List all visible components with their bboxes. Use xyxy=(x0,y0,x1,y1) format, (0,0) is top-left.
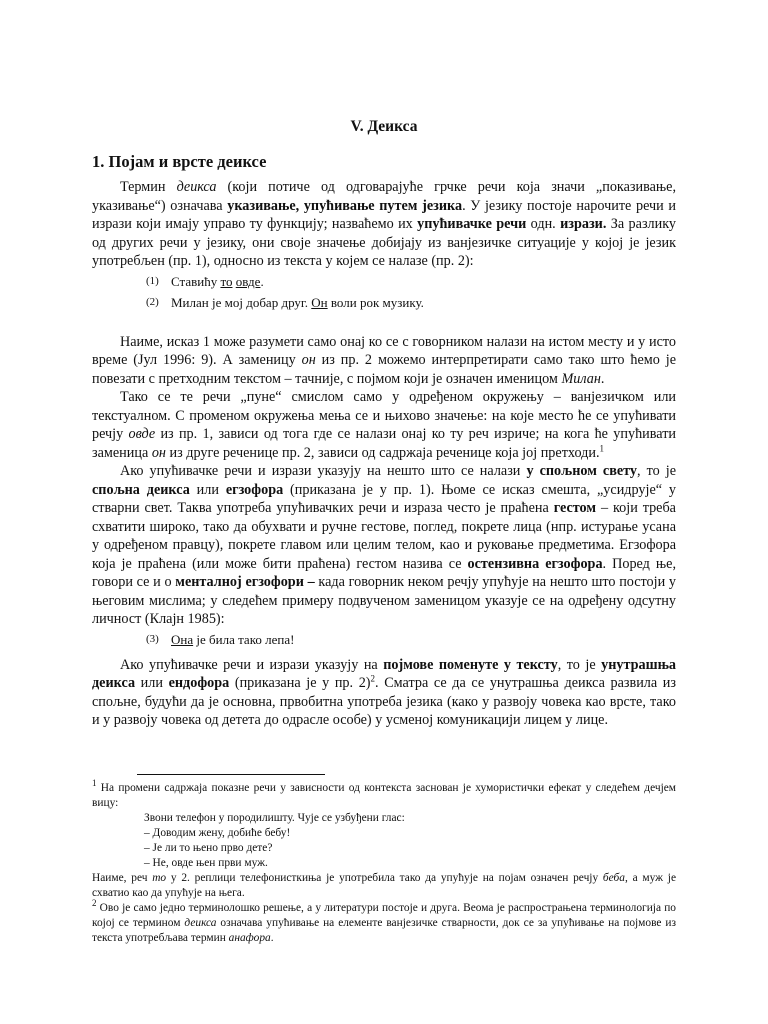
example-2: (2) Милан је мој добар друг. Он воли рок музику. xyxy=(146,294,424,310)
example-1: (1) Ставићу то овде. xyxy=(146,273,264,289)
chapter-title: V. Деикса xyxy=(350,118,418,135)
footnote-separator xyxy=(137,774,325,775)
footnote-1-explanation: Наиме, реч то у 2. реплици телефонисткиња је употребила тако да упућује на појам означен речју беба, а муж је схватио као да упућује на њега. xyxy=(92,872,676,899)
paragraph-2: Наиме, исказ 1 може разумети само онај ко се с говорником налази на истом месту и у исто време (Јул 1996: 9). А заменицу он из пр. 2 можемо интерпретирати само тако што ћемо је повезати с претходним текстом – тачније, с појмом који је означен именицом Милан. xyxy=(92,333,676,387)
section-title: 1. Појам и врсте деиксе xyxy=(92,152,267,171)
footnote-ref-1: 1 xyxy=(599,442,604,453)
joke-line-4: – Не, овде њен први муж. xyxy=(144,857,268,869)
paragraph-1: Термин деикса (који потиче од одговарајуће грчке речи која значи „показивање, указивање“) означава указивање, упућивање путем језика. У језику постоје нарочите речи и изрази који имају управо ту функцију; назваћемо их упућивачке речи одн. изрази. За разлику од других речи у језику, они своје значење добијају из ванјезичке ситуације у којој је језик употребљен (пр. 1), односно из текста у којем се налазе (пр. 2): xyxy=(92,179,677,269)
joke-line-2: – Доводим жену, добиће бебу! xyxy=(144,827,291,839)
paragraph-4: Ако упућивачке речи и изрази указују на нешто што се налази у спољном свету, то је спољна деикса или егзофора (приказана је у пр. 1). Њоме се исказ смешта, „усидрује“ у стварни свет. Таква употреба упућивачких речи и израза често је праћена гестом – који треба схватити широко, тако да обухвати и ручне гестове, поглед, покрете лица (нпр. истурање усана у одређеном правцу), покрете главом или целим телом, као и руковање предметима. Егзофора која је праћена (или може бити праћена) гестом назива се остензивна егзофора. Поред ње, говори се и о менталној егзофори – када говорник неком речју упућује на нешто што постоји у његовим мислима; у следећем примеру подвученом заменицом указује се на одређену одсутну личност (Клајн 1985): xyxy=(92,463,677,627)
footnotes xyxy=(92,778,676,946)
footnote-ref-2: 2 xyxy=(370,673,376,684)
footnote-1: $^1$ На промени садржаја показне речи у зависности од контекста заснован је хумористички ефекат у следећем дечјем вицу: xyxy=(92,778,676,809)
footnote-2: $^2$ Ово је само једно терминолошко решење, а у литератури постоје и друга. Веома је распрострањена терминологија по којој се термином деикса означава упућивање на елементе ванјезичке стварности, док се за упућивање на појмове из текста употребљава термин анафора. xyxy=(92,898,676,944)
paragraph-5: Ако упућивачке речи и изрази указују на појмове поменуте у тексту, то је унутрашња деикса или ендофора (приказана је у пр. 2)$^2$. Сматра се да се унутрашња деикса развила из спољне, будући да је основна, првобитна употреба језика (како у развоју човека као врсте, тако и у развоју човека од детета до одрасле особе) у усменој комуникацији лицем у лице. xyxy=(92,656,677,728)
joke-line-1: Звони телефон у породилишту. Чује се узбуђени глас: xyxy=(144,812,405,824)
example-3: (3) Она је била тако лепа! xyxy=(146,631,295,647)
body-text xyxy=(92,178,676,730)
paragraph-3: Тако се те речи „пуне“ смислом само у одређеном окружењу – ванјезичком или текстуалном. С променом окружења мења се и њихово значење: на које место ће се упућивати речју овде из пр. 1, зависи од тога где се налази онај ко ту реч изриче; на кога ће упућивати заменица он из друге реченице пр. 2, зависи од садржаја реченице која јој претходи.$^1$ xyxy=(92,389,676,461)
joke-line-3: – Је ли то њено прво дете? xyxy=(144,842,273,854)
